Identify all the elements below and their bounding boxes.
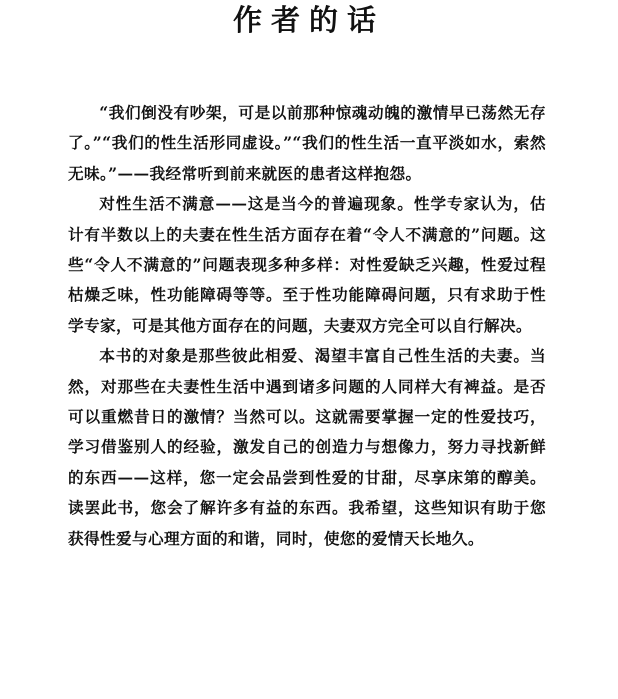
paragraph-2: 对性生活不满意——这是当今的普遍现象。性学专家认为，估计有半数以上的夫妻在性生活方面存在着“令人不满意的”问题。这些“令人不满意的”问题表现多种多样：对性爱缺乏兴趣，性爱过程枯燥乏味，性功能障碍等等。至于性功能障碍问题，只有求助于性学专家，可是其他方面存在的问题，夫妻双方完全可以自行解决。 (68, 194, 546, 335)
paragraph-3: 本书的对象是那些彼此相爱、渴望丰富自己性生活的夫妻。当然，对那些在夫妻性生活中遇到诸多问题的人同样大有裨益。是否可以重燃昔日的激情？当然可以。这就需要掌握一定的性爱技巧，学习借鉴别人的经验，激发自己的创造力与想像力，努力寻找新鲜的东西——这样，您一定会品尝到性爱的甘甜，尽享床第的醇美。读罢此书，您会了解许多有益的东西。我希望，这些知识有助于您获得性爱与心理方面的和谐，同时，使您的爱情天长地久。 (68, 346, 546, 548)
paragraph-1: “我们倒没有吵架，可是以前那种惊魂动魄的激情早已荡然无存了。”“我们的性生活形同虚设。”“我们的性生活一直平淡如水，索然无味。”——我经常听到前来就医的患者这样抱怨。 (68, 103, 546, 183)
page-title: 作者的话 (232, 3, 385, 37)
body-text (68, 98, 546, 554)
